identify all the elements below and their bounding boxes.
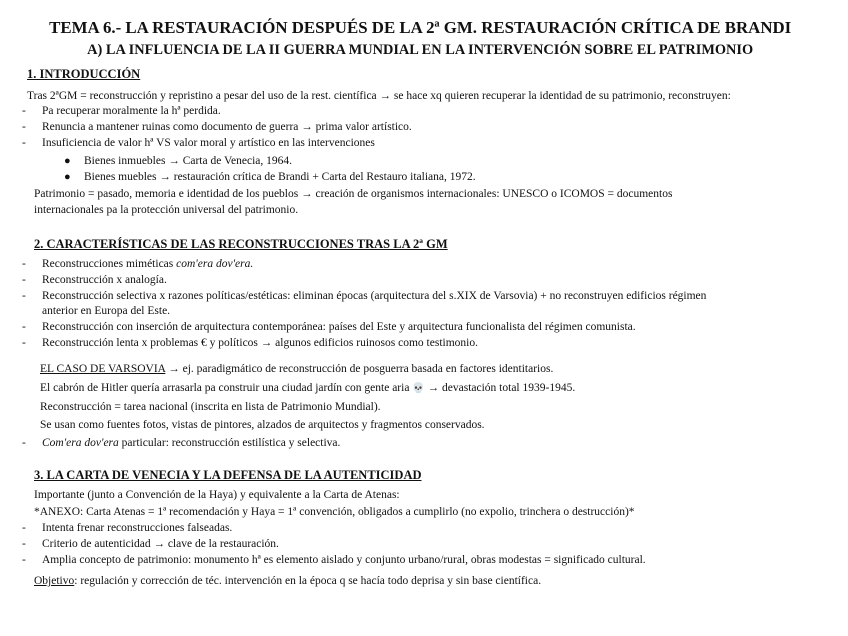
section-2-heading: 2. CARACTERÍSTICAS DE LAS RECONSTRUCCIONES TRAS LA 2ª GM	[34, 237, 448, 251]
s2-item-3-line-2: anterior en Europa del Este.	[42, 305, 171, 317]
varsovia-line-3: Reconstrucción = tarea nacional (inscrita en lista de Patrimonio Mundial).	[40, 401, 381, 413]
s3-item-2: Criterio de autenticidad → clave de la restauración.	[42, 538, 279, 550]
dash-mark: -	[22, 105, 26, 117]
s3-annex-line: *ANEXO: Carta Atenas = 1ª recomendación y Haya = 1ª convención, obligados a cumplirlo (no expolio, trinchera o destrucción)*	[34, 506, 635, 518]
s3-line-1: Importante (junto a Convención de la Haya) y equivalente a la Carta de Atenas:	[34, 489, 400, 501]
s1-intro: Tras 2ªGM = reconstrucción y repristino a pesar del uso de la rest. científica → se hace xq quieren recuperar la identidad de su patrimonio, reconstruyen:	[27, 90, 731, 102]
s2-item-4: Reconstrucción con inserción de arquitectura contemporánea: países del Este y arquitectura funcionalista del régimen comunista.	[42, 321, 636, 333]
s2-item-1	[42, 257, 253, 271]
objective-label: Objetivo	[34, 575, 75, 587]
s2-item-3-line-1: Reconstrucción selectiva x razones políticas/estéticas: eliminan épocas (arquitectura del s.XIX de Varsovia) + no reconstruyen edificios régimen	[42, 290, 707, 302]
varsovia-text: → ej. paradigmático de reconstrucción de posguerra basada en factores identitarios.	[165, 363, 554, 375]
varsovia-line-2-a: El cabrón de Hitler quería arrasarla pa construir una ciudad jardín con gente aria	[40, 382, 413, 394]
dash-mark: -	[22, 121, 26, 133]
varsovia-item-text: particular: reconstrucción estilística y selectiva.	[118, 437, 341, 449]
s2-item-1-text: Reconstrucciones miméticas	[42, 258, 177, 270]
varsovia-item	[42, 436, 340, 450]
dash-mark: -	[22, 554, 26, 566]
bullet-icon: ●	[64, 171, 71, 183]
dash-mark: -	[22, 258, 26, 270]
s1-item-3: Insuficiencia de valor hª VS valor moral y artístico en las intervenciones	[42, 137, 375, 149]
s3-item-1: Intenta frenar reconstrucciones falseadas.	[42, 522, 233, 534]
s2-item-1-italic: com'era dov'era.	[176, 258, 254, 270]
varsovia-label: EL CASO DE VARSOVIA	[40, 363, 166, 375]
s3-item-3: Amplia concepto de patrimonio: monumento hª es elemento aislado y conjunto urbano/rural, obras modestas = significado cultural.	[42, 554, 646, 566]
dash-mark: -	[22, 321, 26, 333]
varsovia-line-4: Se usan como fuentes fotos, vistas de pintores, alzados de arquitectos y fragmentos conservados.	[40, 419, 485, 431]
objective-text: : regulación y corrección de téc. intervención en la época q se hacía todo deprisa y sin base científica.	[74, 575, 542, 587]
s1-paragraph-line-1: Patrimonio = pasado, memoria e identidad de los pueblos → creación de organismos internacionales: UNESCO o ICOMOS = documentos	[34, 188, 673, 200]
dash-mark: -	[22, 337, 26, 349]
skull-icon: 💀	[412, 383, 425, 394]
s1-item-2: Renuncia a mantener ruinas como documento de guerra → prima valor artístico.	[42, 121, 412, 133]
s1-subitem-1: Bienes inmuebles → Carta de Venecia, 1964.	[84, 155, 293, 167]
dash-mark: -	[22, 522, 26, 534]
varsovia-line-2-b: → devastación total 1939-1945.	[424, 382, 576, 394]
section-3-heading: 3. LA CARTA DE VENECIA Y LA DEFENSA DE LA AUTENTICIDAD	[34, 468, 422, 482]
s2-item-2: Reconstrucción x analogía.	[42, 274, 167, 286]
dash-mark: -	[22, 274, 26, 286]
dash-mark: -	[22, 290, 26, 302]
dash-mark: -	[22, 137, 26, 149]
s2-item-5: Reconstrucción lenta x problemas € y políticos → algunos edificios ruinosos como testimonio.	[42, 337, 478, 349]
varsovia-item-italic: Com'era dov'era	[42, 437, 119, 449]
page-title: TEMA 6.- LA RESTAURACIÓN DESPUÉS DE LA 2ª GM. RESTAURACIÓN CRÍTICA DE BRANDI	[49, 18, 792, 37]
bullet-icon: ●	[64, 155, 71, 167]
s1-subitem-2: Bienes muebles → restauración crítica de Brandi + Carta del Restauro italiana, 1972.	[84, 171, 476, 183]
varsovia-line-2	[40, 381, 575, 396]
varsovia-line-1	[40, 362, 553, 376]
dash-mark: -	[22, 437, 26, 449]
s3-objective	[34, 574, 541, 588]
dash-mark: -	[22, 538, 26, 550]
section-1-heading: 1. INTRODUCCIÓN	[27, 67, 141, 81]
s1-item-1: Pa recuperar moralmente la hª perdida.	[42, 105, 221, 117]
page-subtitle: A) LA INFLUENCIA DE LA II GUERRA MUNDIAL EN LA INTERVENCIÓN SOBRE EL PATRIMONIO	[87, 42, 754, 58]
s1-paragraph-line-2: internacionales pa la protección universal del patrimonio.	[34, 204, 299, 216]
